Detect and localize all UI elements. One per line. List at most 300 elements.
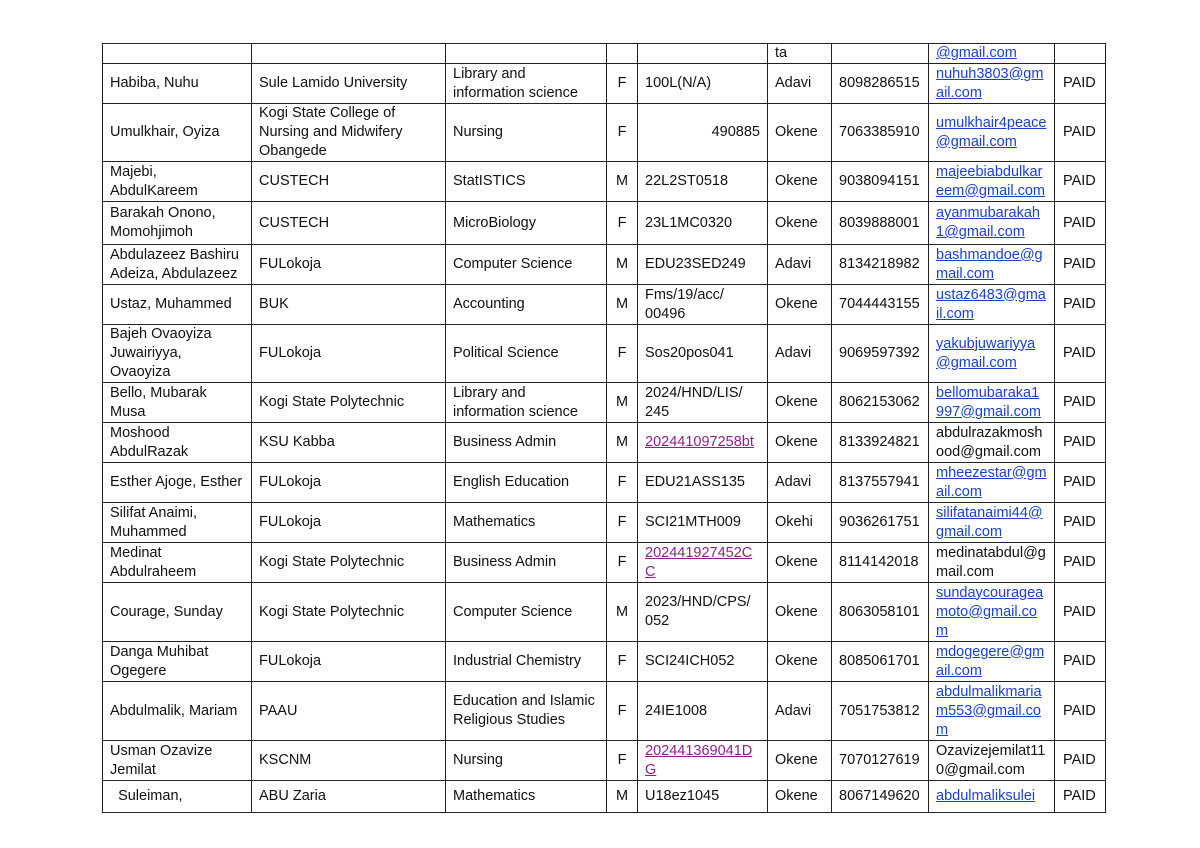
table-row [103,383,1106,423]
course-text: English Education [453,474,570,490]
reg-number-link[interactable]: 202441927452CC [645,544,753,580]
sex-text: M [615,603,629,620]
student-name-text: Silifat Anaimi, Muhammed [110,504,202,540]
course-text: Nursing [453,124,503,140]
lga-cell [768,64,832,104]
payment-status-text: PAID [1063,345,1096,361]
lga-text: Adavi [775,256,812,272]
institution-cell [252,202,446,245]
email-link[interactable]: sundaycourageamoto@gmail.com [936,584,1044,639]
students-table [102,43,1106,813]
institution-text: KSCNM [259,752,312,768]
course-cell [446,503,607,543]
lga-text: Okene [775,173,818,189]
sex-cell [607,285,638,325]
phone-number-text: 8114142018 [839,554,919,570]
phone-number-text: 8063058101 [839,603,920,620]
email-link[interactable]: nuhuh3803@gmail.com [936,65,1044,101]
sex-text: M [615,296,629,312]
reg-number-text: Fms/19/acc/ 00496 [645,286,724,322]
sex-cell [607,503,638,543]
phone-number-cell [832,781,929,813]
institution-cell [252,423,446,463]
reg-number-text: SCI21MTH009 [645,514,741,530]
sex-cell [607,543,638,583]
lga-text: Adavi [775,75,812,91]
payment-status-text: PAID [1063,434,1096,450]
lga-text: Okehi [775,514,813,530]
course-text: Political Science [453,345,559,361]
course-text: Nursing [453,752,503,768]
sex-cell [607,104,638,162]
student-name-text: Courage, Sunday [110,603,223,620]
reg-number-cell [638,741,768,781]
institution-cell [252,383,446,423]
payment-status-cell [1055,503,1106,543]
payment-status-text: PAID [1063,653,1096,669]
institution-cell [252,64,446,104]
email-cell [929,682,1055,741]
course-cell [446,245,607,285]
institution-text: FULokoja [259,514,322,530]
student-name-text: Danga Muhibat Ogegere [110,643,213,679]
student-name-cell [103,463,252,503]
phone-number-text: 8137557941 [839,474,920,490]
email-cell [929,503,1055,543]
lga-cell [768,463,832,503]
lga-text: Adavi [775,702,812,719]
sex-cell [607,781,638,813]
student-name-text: Esther Ajoge, Esther [110,474,243,490]
student-name-cell [103,245,252,285]
email-cell [929,463,1055,503]
institution-text: BUK [259,296,289,312]
table-body [103,44,1106,813]
sex-cell [607,583,638,642]
lga-cell [768,162,832,202]
reg-number-cell [638,503,768,543]
institution-text: Kogi State Polytechnic [259,394,405,410]
lga-text: Okene [775,603,818,620]
student-name-cell [103,285,252,325]
payment-status-text: PAID [1063,474,1096,490]
course-cell [446,44,607,64]
lga-text: Okene [775,752,818,768]
sex-text: F [617,653,627,669]
lga-cell [768,543,832,583]
course-text: Mathematics [453,514,536,530]
payment-status-cell [1055,543,1106,583]
email-link[interactable]: umulkhair4peace@gmail.com [936,114,1047,150]
payment-status-cell [1055,44,1106,64]
student-name-text: Habiba, Nuhu [110,75,199,91]
institution-text: Kogi State Polytechnic [259,603,405,620]
email-cell [929,543,1055,583]
email-cell [929,583,1055,642]
payment-status-text: PAID [1063,788,1096,804]
email-link[interactable]: majeebiabdulkareem@gmail.com [936,163,1045,199]
table-row [103,543,1106,583]
reg-number-cell [638,245,768,285]
phone-number-cell [832,162,929,202]
payment-status-cell [1055,741,1106,781]
payment-status-text: PAID [1063,752,1096,768]
sex-text: F [617,752,627,768]
student-name-cell [103,583,252,642]
reg-number-cell [638,642,768,682]
course-cell [446,642,607,682]
table-row [103,503,1106,543]
sex-text: F [617,474,627,490]
table-row [103,202,1106,245]
table-row [103,104,1106,162]
email-link[interactable]: yakubjuwariyya@gmail.com [936,335,1036,371]
phone-number-text: 8085061701 [839,653,920,669]
reg-number-cell [638,325,768,383]
lga-cell [768,285,832,325]
table-row [103,423,1106,463]
email-cell [929,202,1055,245]
sex-cell [607,44,638,64]
student-name-cell [103,781,252,813]
reg-number-cell [638,64,768,104]
phone-number-cell [832,104,929,162]
sex-text: F [617,702,627,719]
course-cell [446,383,607,423]
institution-cell [252,44,446,64]
email-cell [929,44,1055,64]
email-link[interactable]: abdulmaliksulei [936,788,1036,804]
email-link[interactable]: @gmail.com [936,45,1017,61]
institution-cell [252,682,446,741]
student-name-cell [103,423,252,463]
email-link[interactable]: mheezestar@gmail.com [936,464,1047,500]
phone-number-cell [832,642,929,682]
sex-text: M [615,788,629,804]
institution-text: FULokoja [259,345,322,361]
lga-cell [768,245,832,285]
phone-number-cell [832,583,929,642]
phone-number-text: 7044443155 [839,296,920,312]
institution-text: ABU Zaria [259,788,326,804]
sex-cell [607,64,638,104]
course-cell [446,325,607,383]
email-link[interactable]: abdulmalikmariam553@gmail.com [936,683,1042,738]
reg-number-cell [638,583,768,642]
institution-cell [252,642,446,682]
reg-number-link[interactable]: 202441097258bt [645,434,754,450]
lga-cell [768,781,832,813]
table-row [103,245,1106,285]
payment-status-cell [1055,642,1106,682]
table-row [103,463,1106,503]
sex-cell [607,423,638,463]
email-link[interactable]: ustaz6483@gmail.com [936,286,1046,322]
table-row [103,325,1106,383]
lga-text: ta [775,45,788,61]
phone-number-text: 7070127619 [839,752,920,768]
institution-text: PAAU [259,702,298,719]
student-name-cell [103,543,252,583]
payment-status-text: PAID [1063,394,1096,410]
phone-number-cell [832,543,929,583]
lga-cell [768,583,832,642]
course-text: Education and Islamic Religious Studies [453,693,595,728]
institution-text: FULokoja [259,653,322,669]
phone-number-text: 9036261751 [839,514,920,530]
course-text: Mathematics [453,788,536,804]
course-text: Library and information science [453,384,578,420]
email-link[interactable]: mdogegere@gmail.com [936,643,1045,679]
reg-number-cell [638,781,768,813]
lga-cell [768,642,832,682]
institution-cell [252,245,446,285]
student-name-text: Moshood AbdulRazak [110,424,189,460]
student-name-text: Bello, Mubarak Musa [110,384,211,420]
table-row [103,162,1106,202]
payment-status-text: PAID [1063,214,1096,231]
reg-number-cell [638,44,768,64]
reg-number-text: 24IE1008 [645,702,708,719]
payment-status-text: PAID [1063,554,1096,570]
sex-text: F [617,345,627,361]
institution-text: FULokoja [259,256,322,272]
student-name-cell [103,104,252,162]
lga-text: Okene [775,434,818,450]
table-row [103,642,1106,682]
institution-cell [252,463,446,503]
reg-number-text: 22L2ST0518 [645,173,729,189]
course-text: Library and information science [453,65,578,101]
phone-number-cell [832,325,929,383]
lga-cell [768,104,832,162]
institution-text: Kogi State College of Nursing and Midwifery Obangede [259,105,403,159]
sex-cell [607,682,638,741]
student-name-cell [103,503,252,543]
payment-status-text: PAID [1063,603,1096,620]
payment-status-cell [1055,325,1106,383]
table-row [103,583,1106,642]
reg-number-text: 490885 [711,124,760,140]
student-name-cell [103,44,252,64]
lga-cell [768,325,832,383]
student-name-text: Majebi, AbdulKareem [110,163,198,199]
table-row [103,64,1106,104]
email-cell [929,642,1055,682]
phone-number-cell [832,423,929,463]
student-name-cell [103,682,252,741]
payment-status-cell [1055,202,1106,245]
sex-cell [607,202,638,245]
course-text: Computer Science [453,256,573,272]
student-name-text: Abdulazeez Bashiru Adeiza, Abdulazeez [110,246,243,282]
course-text: Industrial Chemistry [453,653,582,669]
table-row [103,44,1106,64]
payment-status-cell [1055,285,1106,325]
student-name-text: Barakah Onono, Momohjimoh [110,205,220,240]
email-cell [929,245,1055,285]
sex-text: F [617,554,627,570]
phone-number-text: 8039888001 [839,214,920,231]
reg-number-link[interactable]: 202441369041DG [645,742,753,778]
lga-text: Okene [775,788,818,804]
reg-number-text: EDU23SED249 [645,256,746,272]
lga-cell [768,423,832,463]
sex-cell [607,463,638,503]
sex-text: M [615,394,629,410]
email-cell [929,741,1055,781]
email-link[interactable]: bashmandoe@gmail.com [936,246,1043,282]
institution-text: CUSTECH [259,214,330,231]
payment-status-text: PAID [1063,296,1096,312]
phone-number-text: 8062153062 [839,394,920,410]
student-name-cell [103,642,252,682]
institution-cell [252,781,446,813]
student-name-cell [103,383,252,423]
institution-text: KSU Kabba [259,434,335,450]
email-cell [929,104,1055,162]
phone-number-text: 9038094151 [839,173,920,189]
phone-number-cell [832,503,929,543]
email-cell [929,325,1055,383]
institution-cell [252,162,446,202]
lga-cell [768,741,832,781]
student-name-text: Medinat Abdulraheem [110,544,197,580]
email-cell [929,423,1055,463]
sex-text: F [617,214,627,231]
sex-text: F [617,75,627,91]
institution-cell [252,285,446,325]
institution-cell [252,741,446,781]
course-cell [446,682,607,741]
payment-status-text: PAID [1063,75,1096,91]
course-cell [446,543,607,583]
reg-number-text: Sos20pos041 [645,345,734,361]
payment-status-cell [1055,64,1106,104]
reg-number-text: 2023/HND/CPS/ 052 [645,594,751,629]
payment-status-text: PAID [1063,514,1096,530]
reg-number-text: U18ez1045 [645,788,720,804]
phone-number-cell [832,64,929,104]
student-name-cell [103,202,252,245]
table-row [103,781,1106,813]
institution-cell [252,325,446,383]
lga-cell [768,383,832,423]
payment-status-cell [1055,245,1106,285]
student-name-cell [103,325,252,383]
sex-cell [607,741,638,781]
sex-cell [607,383,638,423]
institution-cell [252,104,446,162]
reg-number-text: 100L(N/A) [645,75,712,91]
reg-number-cell [638,463,768,503]
reg-number-cell [638,423,768,463]
student-name-text: Suleiman, [110,788,183,804]
reg-number-text: EDU21ASS135 [645,474,745,490]
email-cell [929,285,1055,325]
phone-number-text: 8133924821 [839,434,920,450]
sex-text: M [615,256,629,272]
lga-cell [768,503,832,543]
table-row [103,285,1106,325]
phone-number-cell [832,202,929,245]
lga-text: Okene [775,394,818,410]
lga-text: Adavi [775,474,812,490]
course-text: Computer Science [453,603,573,620]
phone-number-text: 8098286515 [839,75,920,91]
student-name-text: Ustaz, Muhammed [110,296,232,312]
payment-status-text: PAID [1063,173,1096,189]
lga-text: Okene [775,124,818,140]
institution-cell [252,503,446,543]
course-cell [446,64,607,104]
reg-number-text: SCI24ICH052 [645,653,735,669]
email-cell [929,383,1055,423]
sex-cell [607,642,638,682]
institution-cell [252,583,446,642]
reg-number-cell [638,383,768,423]
phone-number-cell [832,245,929,285]
course-cell [446,781,607,813]
course-text: Business Admin [453,434,557,450]
course-cell [446,285,607,325]
email-link: Ozavizejemilat110@gmail.com [936,742,1046,778]
phone-number-text: 8134218982 [839,256,920,272]
sex-text: F [617,514,627,530]
sex-text: M [615,434,629,450]
sex-cell [607,325,638,383]
lga-text: Okene [775,653,818,669]
course-text: StatISTICS [453,173,526,189]
course-cell [446,202,607,245]
institution-text: Sule Lamido University [259,75,408,91]
phone-number-text: 7051753812 [839,702,920,719]
institution-text: Kogi State Polytechnic [259,554,405,570]
course-cell [446,162,607,202]
course-cell [446,463,607,503]
email-link[interactable]: ayanmubarakah1@gmail.com [936,205,1040,240]
phone-number-cell [832,463,929,503]
institution-text: FULokoja [259,474,322,490]
student-name-cell [103,162,252,202]
student-name-text: Abdulmalik, Mariam [110,702,238,719]
email-cell [929,64,1055,104]
institution-text: CUSTECH [259,173,330,189]
phone-number-cell [832,741,929,781]
sex-cell [607,162,638,202]
course-cell [446,104,607,162]
course-cell [446,741,607,781]
student-name-cell [103,741,252,781]
student-name-text: Bajeh Ovaoyiza Juwairiyya, Ovaoyiza [110,326,216,380]
lga-cell [768,44,832,64]
email-link[interactable]: silifatanaimi44@gmail.com [936,504,1043,540]
email-link: abdulrazakmoshood@gmail.com [936,424,1043,460]
payment-status-text: PAID [1063,702,1096,719]
student-name-cell [103,64,252,104]
lga-text: Okene [775,296,818,312]
lga-text: Adavi [775,345,812,361]
course-cell [446,423,607,463]
payment-status-cell [1055,781,1106,813]
email-link[interactable]: bellomubaraka1997@gmail.com [936,384,1041,420]
reg-number-cell [638,104,768,162]
course-cell [446,583,607,642]
lga-text: Okene [775,214,818,231]
student-name-text: Usman Ozavize Jemilat [110,742,217,778]
reg-number-text: 2024/HND/LIS/ 245 [645,384,743,420]
reg-number-cell [638,682,768,741]
